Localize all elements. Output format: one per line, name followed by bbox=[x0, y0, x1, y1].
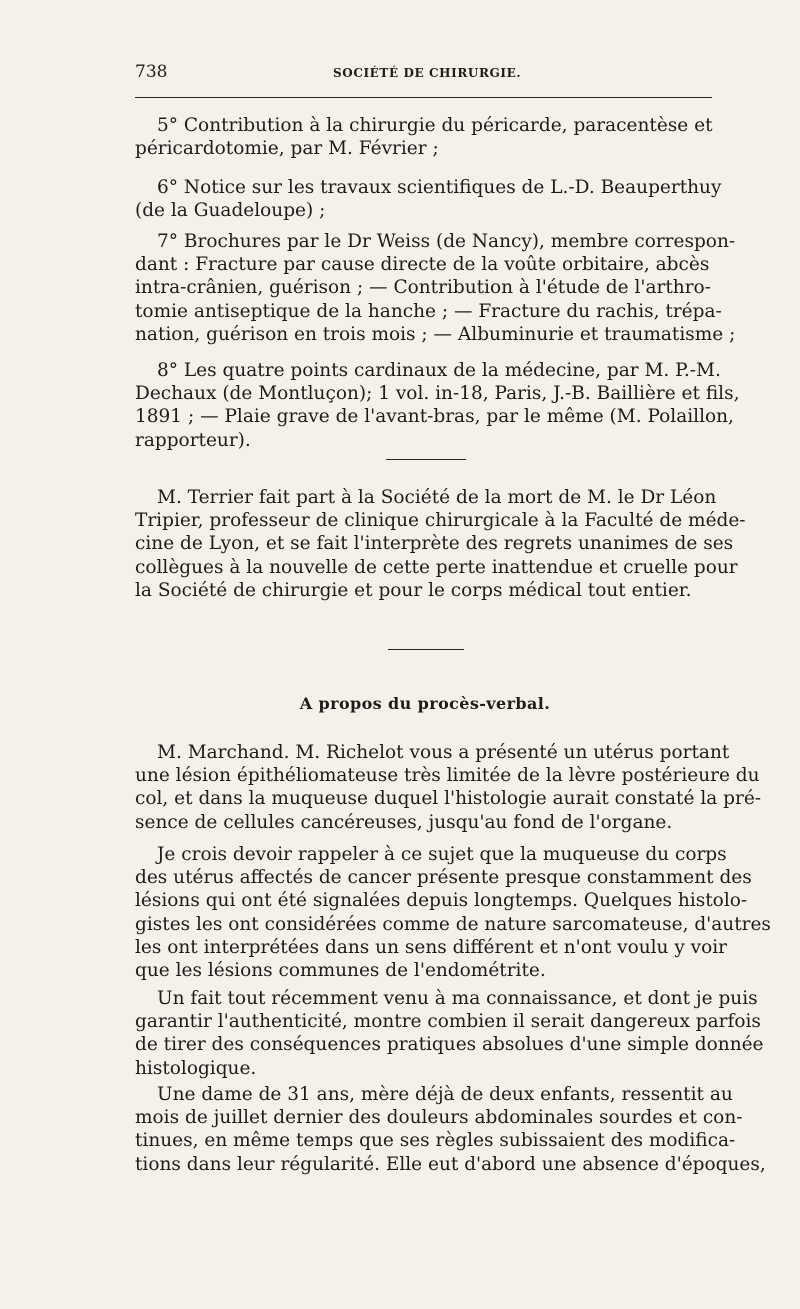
text-line: sence de cellules cancéreuses, jusqu'au fond de l'organe. bbox=[135, 811, 673, 833]
list-item-6 bbox=[135, 176, 722, 222]
text-line: péricardotomie, par M. Février ; bbox=[135, 138, 439, 160]
text-line: garantir l'authenticité, montre combien il serait dangereux parfois bbox=[135, 1011, 761, 1033]
text-line: tinues, en même temps que ses règles subissaient des modifica- bbox=[135, 1130, 736, 1152]
text-line: rapporteur). bbox=[135, 429, 251, 451]
text-line: Un fait tout récemment venu à ma connaissance, et dont je puis bbox=[157, 988, 758, 1009]
body-paragraph-1 bbox=[135, 741, 762, 834]
text-line: 8° Les quatre points cardinaux de la médecine, par M. P.-M. bbox=[157, 360, 721, 381]
text-line: 1891 ; — Plaie grave de l'avant-bras, par le même (M. Polaillon, bbox=[135, 406, 734, 428]
text-line: les ont interprétées dans un sens différent et n'ont voulu y voir bbox=[135, 936, 728, 958]
text-line: (de la Guadeloupe) ; bbox=[135, 200, 326, 222]
text-line: lésions qui ont été signalées depuis longtemps. Quelques histolo- bbox=[135, 890, 748, 912]
page-number: 738 bbox=[135, 62, 168, 82]
body-paragraph-2 bbox=[135, 843, 771, 982]
text-line: tions dans leur régularité. Elle eut d'abord une absence d'époques, bbox=[135, 1153, 766, 1175]
text-line: la Société de chirurgie et pour le corps médical tout entier. bbox=[135, 579, 692, 601]
text-line: M. Terrier fait part à la Société de la mort de M. le Dr Léon bbox=[157, 487, 717, 508]
text-line: de tirer des conséquences pratiques absolues d'une simple donnée bbox=[135, 1034, 764, 1056]
text-line: nation, guérison en trois mois ; — Albuminurie et traumatisme ; bbox=[135, 323, 736, 345]
text-line: que les lésions communes de l'endométrite. bbox=[135, 960, 546, 982]
text-line: Dechaux (de Montluçon); 1 vol. in-18, Paris, J.-B. Baillière et fils, bbox=[135, 383, 740, 405]
text-line: Tripier, professeur de clinique chirurgicale à la Faculté de méde- bbox=[135, 510, 746, 532]
terrier-announcement bbox=[135, 486, 746, 602]
text-line: M. Marchand. M. Richelot vous a présenté un utérus portant bbox=[157, 742, 730, 763]
running-head: SOCIÉTÉ DE CHIRURGIE. bbox=[333, 66, 522, 80]
text-line: Une dame de 31 ans, mère déjà de deux enfants, ressentit au bbox=[157, 1084, 733, 1105]
list-item-7 bbox=[135, 230, 736, 346]
text-line: tomie antiseptique de la hanche ; — Fracture du rachis, trépa- bbox=[135, 300, 722, 322]
header-rule bbox=[135, 97, 712, 98]
body-paragraph-3 bbox=[135, 987, 764, 1080]
text-line: 7° Brochures par le Dr Weiss (de Nancy), membre correspon- bbox=[157, 231, 736, 252]
section-divider bbox=[386, 459, 466, 460]
text-line: dant : Fracture par cause directe de la voûte orbitaire, abcès bbox=[135, 254, 710, 276]
text-line: collègues à la nouvelle de cette perte inattendue et cruelle pour bbox=[135, 556, 738, 578]
list-item-8 bbox=[135, 359, 740, 452]
body-paragraph-4 bbox=[135, 1083, 766, 1176]
text-line: 6° Notice sur les travaux scientifiques de L.-D. Beauperthuy bbox=[157, 177, 722, 198]
page-header bbox=[135, 62, 712, 86]
text-line: intra-crânien, guérison ; — Contribution à l'étude de l'arthro- bbox=[135, 277, 711, 299]
list-item-5 bbox=[135, 114, 715, 160]
section-heading: A propos du procès-verbal. bbox=[299, 694, 551, 713]
section-divider bbox=[388, 649, 464, 650]
text-line: histologique. bbox=[135, 1057, 257, 1079]
text-line: des utérus affectés de cancer présente presque constamment des bbox=[135, 867, 752, 889]
text-line: gistes les ont considérées comme de nature sarcomateuse, d'autres bbox=[135, 913, 771, 935]
text-line: Je crois devoir rappeler à ce sujet que la muqueuse du corps bbox=[157, 844, 727, 865]
text-line: une lésion épithéliomateuse très limitée de la lèvre postérieure du bbox=[135, 765, 760, 787]
text-line: 5° Contribution à la chirurgie du péricarde, paracentèse et bbox=[157, 115, 713, 136]
text-line: cine de Lyon, et se fait l'interprète des regrets unanimes de ses bbox=[135, 533, 734, 555]
text-line: mois de juillet dernier des douleurs abdominales sourdes et con- bbox=[135, 1107, 743, 1129]
text-line: col, et dans la muqueuse duquel l'histologie aurait constaté la pré- bbox=[135, 788, 762, 810]
